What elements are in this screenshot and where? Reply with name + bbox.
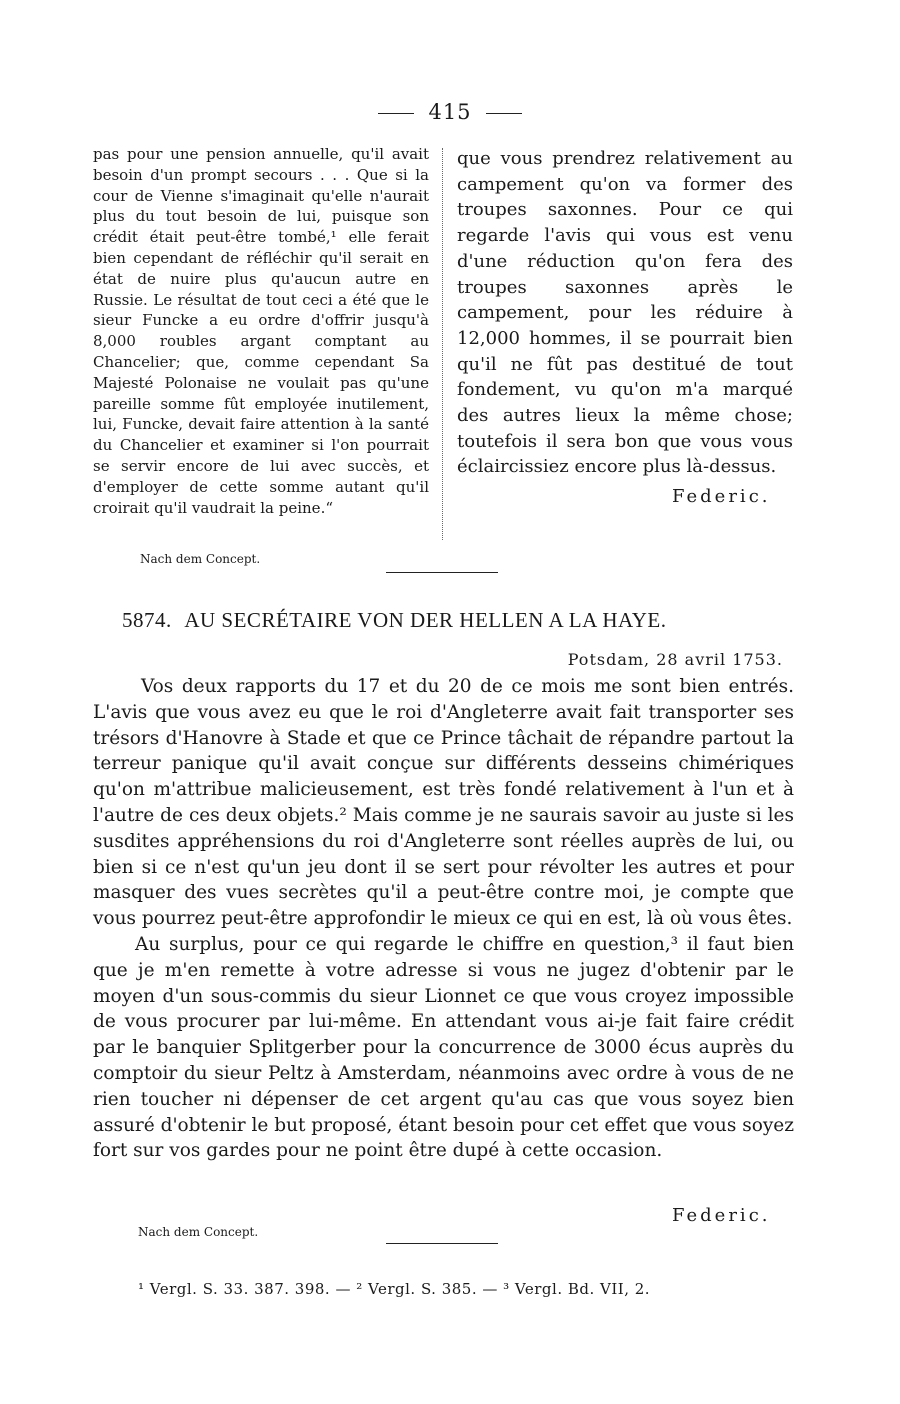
page-number-dash-left: [378, 113, 414, 114]
page-number-dash-right: [486, 113, 522, 114]
previous-letter-left-column: [93, 144, 429, 518]
letter-number: 5874.: [122, 608, 172, 632]
previous-letter-quote: pas pour une pension annuelle, qu'il avait besoin d'un prompt secours . . . Que si la cour de Vienne s'imaginait qu'elle n'aurait plus du tout besoin de lui, puisque son crédit était peut-être tombé,¹ elle ferait bien cependant de réfléchir qu'il serait en état de nuire plus qu'aucun autre en Russie. Le résultat de tout ceci a été que le sieur Funcke a eu ordre d'offrir jusqu'à 8,000 roubles argant comptant au Chancelier; que, comme cependant Sa Majesté Polonaise ne voulait pas qu'une pareille somme fût employée inutilement, lui, Funcke, devait faire attention à la santé du Chancelier et examiner si l'on pourrait se servir encore de lui avec succès, et d'employer de cette somme autant qu'il croirait qu'il vaudrait la peine.“: [93, 145, 429, 517]
letter-title: AU SECRÉTAIRE VON DER HELLEN A LA HAYE.: [184, 608, 667, 632]
letter-dateline: Potsdam, 28 avril 1753.: [567, 650, 783, 669]
letter-body: [93, 674, 794, 1164]
column-divider: [442, 148, 443, 540]
page-number-line: [0, 100, 900, 124]
previous-letter-source-note: Nach dem Concept.: [140, 552, 261, 566]
previous-letter-right-column: [457, 146, 793, 480]
section-divider: [386, 572, 498, 573]
footnote-divider: [386, 1243, 498, 1244]
previous-letter-signature: Federic.: [672, 486, 771, 507]
letter-source-note: Nach dem Concept.: [138, 1225, 259, 1239]
page-number: 415: [428, 100, 472, 124]
letter-paragraph-2: Au surplus, pour ce qui regarde le chiffre en question,³ il faut bien que je m'en remette à votre adresse si vous ne jugez d'obtenir par le moyen d'un sous-commis du sieur Lionnet ce que vous croyez impossible de vous procurer par lui-même. En attendant vous ai-je fait faire crédit par le banquier Splitgerber pour la concurrence de 3000 écus auprès du comptoir du sieur Peltz à Amsterdam, néanmoins avec ordre à vous de ne rien toucher ni dépenser de cet argent qu'au cas que vous soyez bien assuré d'obtenir le but proposé, étant besoin pour cet effet que vous soyez fort sur vos gardes pour ne point être dupé à cette occasion.: [93, 933, 794, 1162]
letter-paragraph-1: Vos deux rapports du 17 et du 20 de ce mois me sont bien entrés. L'avis que vous avez eu que le roi d'Angleterre avait fait transporter ses trésors d'Hanovre à Stade et que ce Prince tâchait de répandre partout la terreur panique qu'il avait conçue sur différents desseins chimériques qu'on m'attribue malicieusement, est très fondé relativement à l'un et à l'autre de ces deux objets.² Mais comme je ne saurais savoir au juste si les susdites appréhensions du roi d'Angleterre sont réelles auprès de lui, ou bien si ce n'est qu'un jeu dont il se sert pour révolter les autres et pour masquer des vues secrètes qu'il a peut-être contre moi, je compte que vous pourrez peut-être approfondir le mieux ce qui en est, là où vous êtes.: [93, 676, 794, 930]
letter-heading: [122, 608, 667, 633]
previous-letter-conclusion: que vous prendrez relativement au campement qu'on va former des troupes saxonnes. Pour ce qui regarde l'avis qui vous est venu d'une réduction qu'on fera des troupes saxonnes après le campement, pour les réduire à 12,000 hommes, il se pourrait bien qu'il ne fût pas destitué de tout fondement, vu qu'on m'a marqué des autres lieux la même chose; toutefois il sera bon que vous vous éclaircissiez encore plus là-dessus.: [457, 148, 793, 478]
footnotes: ¹ Vergl. S. 33. 387. 398. — ² Vergl. S. 385. — ³ Vergl. Bd. VII, 2.: [138, 1280, 651, 1298]
letter-signature: Federic.: [672, 1205, 771, 1226]
